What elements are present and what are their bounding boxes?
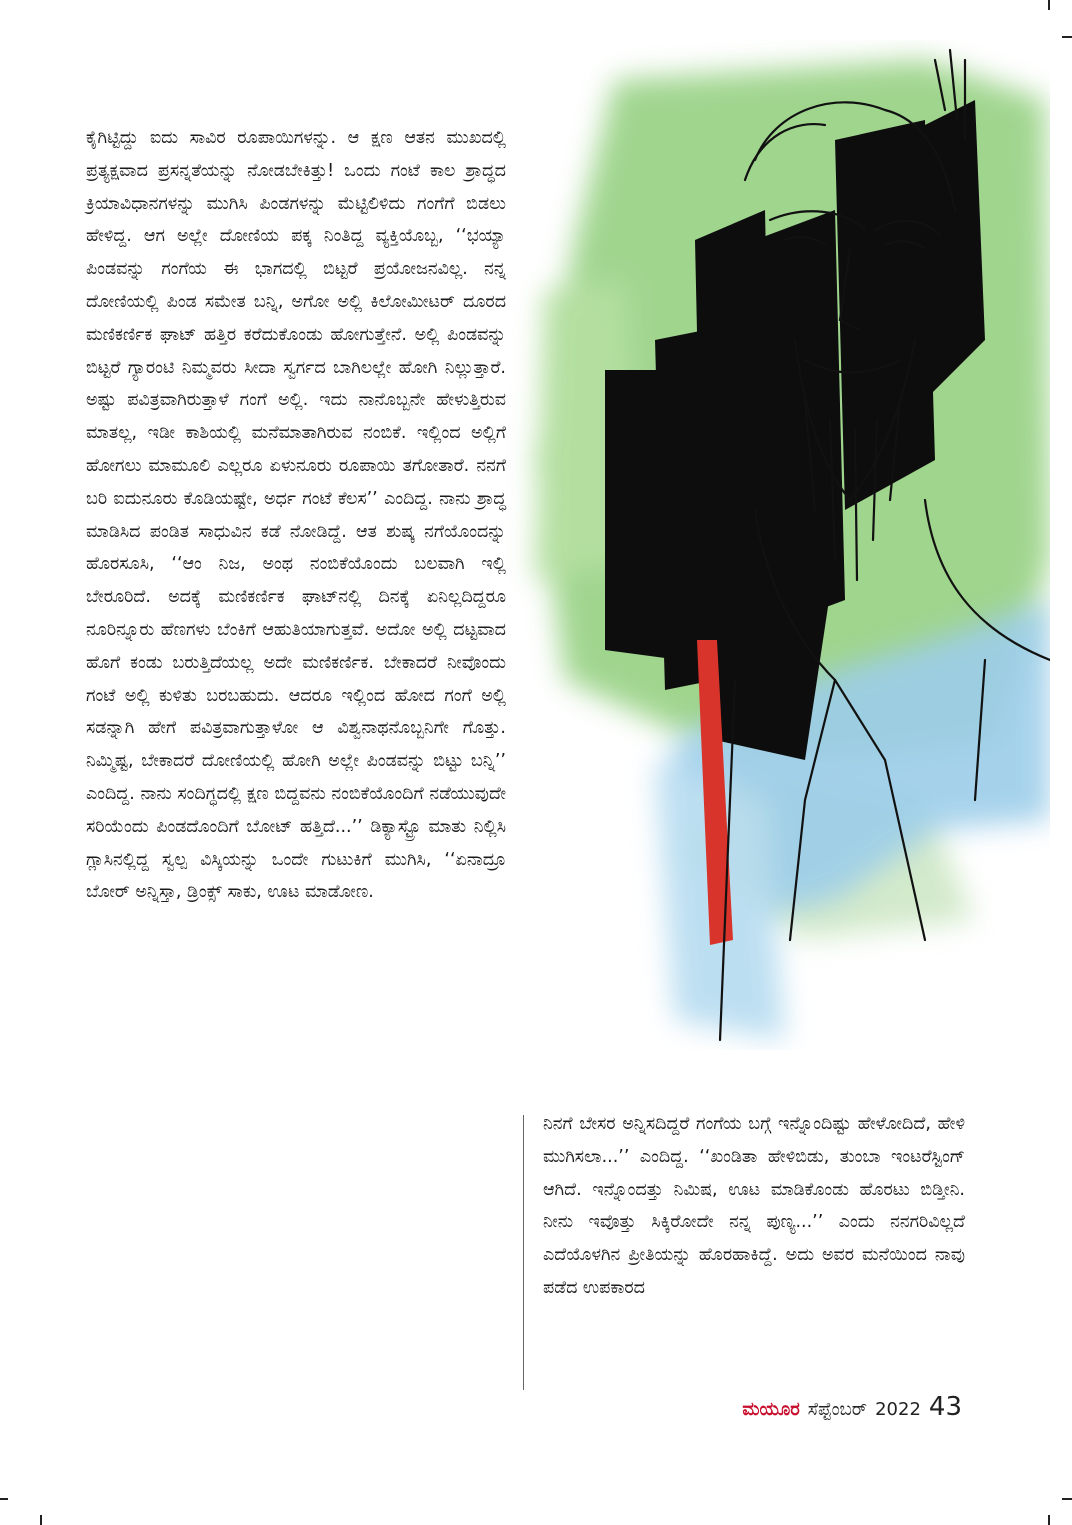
crop-mark bbox=[1048, 0, 1050, 10]
crop-mark bbox=[40, 1515, 42, 1525]
article-column-left bbox=[86, 122, 506, 909]
crop-mark bbox=[1048, 1515, 1050, 1525]
illustration-bearded-man bbox=[505, 40, 1050, 1050]
page-number: 43 bbox=[928, 1392, 962, 1422]
issue-year: 2022 bbox=[875, 1399, 921, 1420]
paragraph: ಕೈಗಿಟ್ಟಿದ್ದು ಐದು ಸಾವಿರ ರೂಪಾಯಿಗಳನ್ನು. ಆ ಕ್ಷಣ ಆತನ ಮುಖದಲ್ಲಿ ಪ್ರತ್ಯಕ್ಷವಾದ ಪ್ರಸನ್ನತೆಯನ್ನು ನೋಡಬೇಕಿತ್ತು! ಒಂದು ಗಂಟೆ ಕಾಲ ಶ್ರಾದ್ಧದ ಕ್ರಿಯಾವಿಧಾನಗಳನ್ನು ಮುಗಿಸಿ ಪಿಂಡಗಳನ್ನು ಮೆಟ್ಟಿಲಿಳಿದು ಗಂಗೆಗೆ ಬಿಡಲು ಹೇಳಿದ್ದ. ಆಗ ಅಲ್ಲೇ ದೋಣಿಯ ಪಕ್ಕ ನಿಂತಿದ್ದ ವ್ಯಕ್ತಿಯೊಬ್ಬ, ‘‘ಭಯ್ಯಾ ಪಿಂಡವನ್ನು ಗಂಗೆಯ ಈ ಭಾಗದಲ್ಲಿ ಬಿಟ್ಟರೆ ಪ್ರಯೋಜನವಿಲ್ಲ. ನನ್ನ ದೋಣಿಯಲ್ಲಿ ಪಿಂಡ ಸಮೇತ ಬನ್ನಿ, ಅಗೋ ಅಲ್ಲಿ ಕಿಲೋಮೀಟರ್ ದೂರದ ಮಣಿಕರ್ಣಿಕ ಘಾಟ್ ಹತ್ತಿರ ಕರೆದುಕೊಂಡು ಹೋಗುತ್ತೇನೆ. ಅಲ್ಲಿ ಪಿಂಡವನ್ನು ಬಿಟ್ಟರೆ ಗ್ಯಾರಂಟಿ ನಿಮ್ಮವರು ಸೀದಾ ಸ್ವರ್ಗದ ಬಾಗಿಲಲ್ಲೇ ಹೋಗಿ ನಿಲ್ಲುತ್ತಾರೆ. ಅಷ್ಟು ಪವಿತ್ರವಾಗಿರುತ್ತಾಳೆ ಗಂಗೆ ಅಲ್ಲಿ. ಇದು ನಾನೊಬ್ಬನೇ ಹೇಳುತ್ತಿರುವ ಮಾತಲ್ಲ, ಇಡೀ ಕಾಶಿಯಲ್ಲಿ ಮನೆಮಾತಾಗಿರುವ ನಂಬಿಕೆ. ಇಲ್ಲಿಂದ ಅಲ್ಲಿಗೆ ಹೋಗಲು ಮಾಮೂಲಿ ಎಲ್ಲರೂ ಏಳುನೂರು ರೂಪಾಯಿ ತಗೋತಾರೆ. ನನಗೆ ಬರಿ ಐದುನೂರು ಕೊಡಿಯಷ್ಟೇ, ಅರ್ಧ ಗಂಟೆ ಕೆಲಸ’’ ಎಂದಿದ್ದ. ನಾನು ಶ್ರಾದ್ಧ ಮಾಡಿಸಿದ ಪಂಡಿತ ಸಾಧುವಿನ ಕಡೆ ನೋಡಿದ್ದೆ. ಆತ ಶುಷ್ಕ ನಗೆಯೊಂದನ್ನು ಹೊರಸೂಸಿ, ‘‘ಆಂ ನಿಜ, ಅಂಥ ನಂಬಿಕೆಯೊಂದು ಬಲವಾಗಿ ಇಲ್ಲಿ ಬೇರೂರಿದೆ. ಅದಕ್ಕೆ ಮಣಿಕರ್ಣಿಕ ಘಾಟ್‌ನಲ್ಲಿ ದಿನಕ್ಕೆ ಏನಿಲ್ಲದಿದ್ದರೂ ನೂರಿನ್ನೂರು ಹೆಣಗಳು ಬೆಂಕಿಗೆ ಆಹುತಿಯಾಗುತ್ತವೆ. ಅದೋ ಅಲ್ಲಿ ದಟ್ಟವಾದ ಹೊಗೆ ಕಂಡು ಬರುತ್ತಿದೆಯಲ್ಲ ಅದೇ ಮಣಿಕರ್ಣಿಕ. ಬೇಕಾದರೆ ನೀವೊಂದು ಗಂಟೆ ಅಲ್ಲಿ ಕುಳಿತು ಬರಬಹುದು. ಆದರೂ ಇಲ್ಲಿಂದ ಹೋದ ಗಂಗೆ ಅಲ್ಲಿ ಸಡನ್ನಾಗಿ ಹೇಗೆ ಪವಿತ್ರವಾಗುತ್ತಾಳೋ ಆ ವಿಶ್ವನಾಥನೊಬ್ಬನಿಗೇ ಗೊತ್ತು. ನಿಮ್ಮಿಷ್ಟ, ಬೇಕಾದರೆ ದೋಣಿಯಲ್ಲಿ ಹೋಗಿ ಅಲ್ಲೇ ಪಿಂಡವನ್ನು ಬಿಟ್ಟು ಬನ್ನಿ’’ ಎಂದಿದ್ದ. ನಾನು ಸಂದಿಗ್ಧದಲ್ಲಿ ಕ್ಷಣ ಬಿದ್ದವನು ನಂಬಿಕೆಯೊಂದಿಗೆ ನಡೆಯುವುದೇ ಸರಿಯೆಂದು ಪಿಂಡದೊಂದಿಗೆ ಬೋಟ್ ಹತ್ತಿದೆ...’’ ಡಿಕ್ಯಾಸ್ಟ್ರೊ ಮಾತು ನಿಲ್ಲಿಸಿ ಗ್ಲಾಸಿನಲ್ಲಿದ್ದ ಸ್ವಲ್ಪ ವಿಸ್ಕಿಯನ್ನು ಒಂದೇ ಗುಟುಕಿಗೆ ಮುಗಿಸಿ, ‘‘ಏನಾದ್ರೂ ಬೋರ್ ಅನ್ನಿಸ್ತಾ, ಡ್ರಿಂಕ್ಸ್ ಸಾಕು, ಊಟ ಮಾಡೋಣ. bbox=[86, 128, 506, 903]
crop-mark bbox=[1062, 1498, 1072, 1500]
crop-mark bbox=[1062, 36, 1072, 38]
page-footer bbox=[742, 1392, 962, 1422]
crop-mark bbox=[0, 1498, 8, 1500]
column-divider bbox=[523, 1115, 524, 1390]
paragraph: ನಿನಗೆ ಬೇಸರ ಅನ್ನಿಸದಿದ್ದರೆ ಗಂಗೆಯ ಬಗ್ಗೆ ಇನ್ನೊಂದಿಷ್ಟು ಹೇಳೋದಿದೆ, ಹೇಳಿ ಮುಗಿಸಲಾ...’’ ಎಂದಿದ್ದ. ‘‘ಖಂಡಿತಾ ಹೇಳಿಬಿಡು, ತುಂಬಾ ಇಂಟರೆಸ್ಟಿಂಗ್ ಆಗಿದೆ. ಇನ್ನೊಂದತ್ತು ನಿಮಿಷ, ಊಟ ಮಾಡಿಕೊಂಡು ಹೊರಟು ಬಿಡ್ತೀನಿ. ನೀನು ಇವೊತ್ತು ಸಿಕ್ಕಿರೋದೇ ನನ್ನ ಪುಣ್ಯ...’’ ಎಂದು ನನಗರಿವಿಲ್ಲದೆ ಎದೆಯೊಳಗಿನ ಪ್ರೀತಿಯನ್ನು ಹೊರಹಾಕಿದ್ದೆ. ಅದು ಅವರ ಮನೆಯಿಂದ ನಾವು ಪಡೆದ ಉಪಕಾರದ bbox=[543, 1114, 965, 1298]
article-column-right bbox=[543, 1108, 965, 1305]
magazine-brand: ಮಯೂರ bbox=[742, 1399, 800, 1420]
issue-month: ಸೆಪ್ಟೆಂಬರ್ bbox=[807, 1399, 868, 1420]
